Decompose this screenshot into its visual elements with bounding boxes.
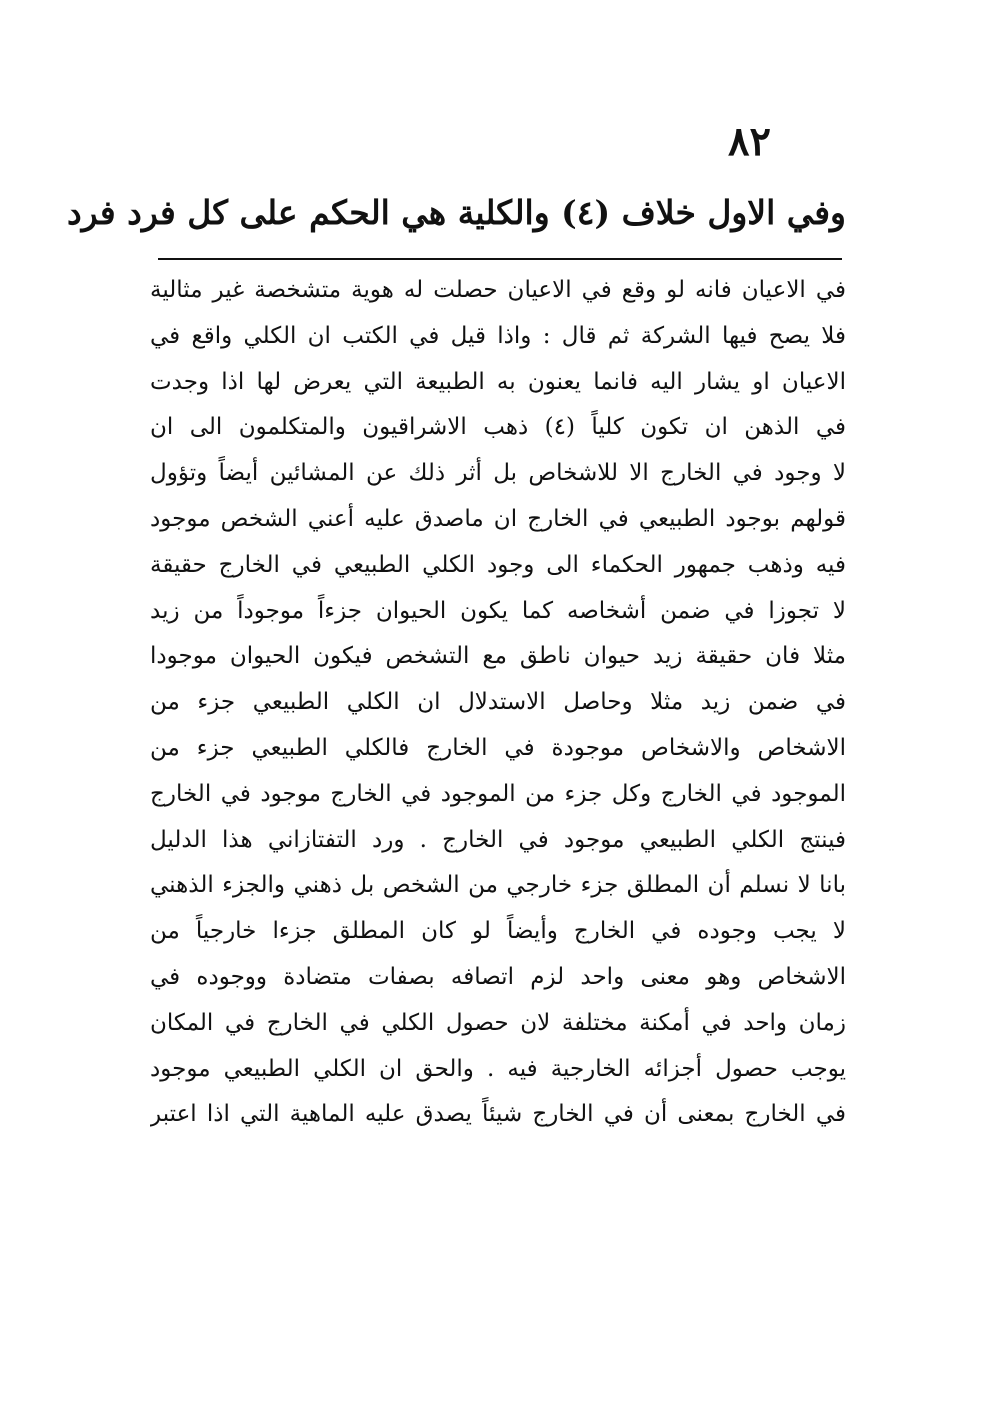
page-number: ٨٢ [728,118,771,165]
text-line: قولهم بوجود الطبيعي في الخارج ان ماصدق عليه أعني الشخص موجود [150,505,846,532]
text-line: لا يجب وجوده في الخارج وأيضاً لو كان المطلق جزءا خارجياً من [150,918,846,945]
text-line: فينتج الكلي الطبيعي موجود في الخارج . ورد التفتازاني هذا الدليل [150,826,846,853]
header-rule [158,258,842,260]
text-line: يوجب حصول أجزائه الخارجية فيه . والحق ان الكلي الطبيعي موجود [150,1055,846,1082]
text-line: الاشخاص والاشخاص موجودة في الخارج فالكلي الطبيعي جزء من [150,734,846,761]
text-line: في الخارج بمعنى أن في الخارج شيئاً يصدق عليه الماهية التي اذا اعتبر [150,1101,846,1128]
body-text [150,268,846,1138]
text-line: فلا يصح فيها الشركة ثم قال : واذا قيل في الكتب ان الكلي واقع في [150,322,846,349]
text-line: في الذهن ان تكون كلياً (٤) ذهب الاشراقيون والمتكلمون الى ان [150,414,846,441]
header-line: وفي الاول خلاف (٤) والكلية هي الحكم على كل فرد فرد [66,193,846,232]
text-line: زمان واحد في أمكنة مختلفة لان حصول الكلي في الخارج في المكان [150,1009,846,1036]
text-line: فيه وذهب جمهور الحكماء الى وجود الكلي الطبيعي في الخارج حقيقة [150,551,846,578]
text-line: في الاعيان فانه لو وقع في الاعيان حصلت له هوية متشخصة غير مثالية [150,277,846,303]
text-line: لا وجود في الخارج الا للاشخاص بل أثر ذلك عن المشائين أيضاً وتؤول [150,460,846,487]
text-line: الاشخاص وهو معنى واحد لزم اتصافه بصفات متضادة ووجوده في [150,963,846,990]
text-line: مثلا فان حقيقة زيد حيوان ناطق مع التشخص فيكون الحيوان موجودا [150,643,846,670]
text-line: الموجود في الخارج وكل جزء من الموجود في الخارج موجود في الخارج [150,780,846,807]
text-line: الاعيان او يشار اليه فانما يعنون به الطبيعة التي يعرض لها اذا وجدت [150,368,846,395]
text-line: في ضمن زيد مثلا وحاصل الاستدلال ان الكلي الطبيعي جزء من [150,689,846,716]
text-line: لا تجوزا في ضمن أشخاصه كما يكون الحيوان جزءاً موجوداً من زيد [150,597,846,624]
text-line: بانا لا نسلم أن المطلق جزء خارجي من الشخص بل ذهني والجزء الذهني [150,872,846,899]
